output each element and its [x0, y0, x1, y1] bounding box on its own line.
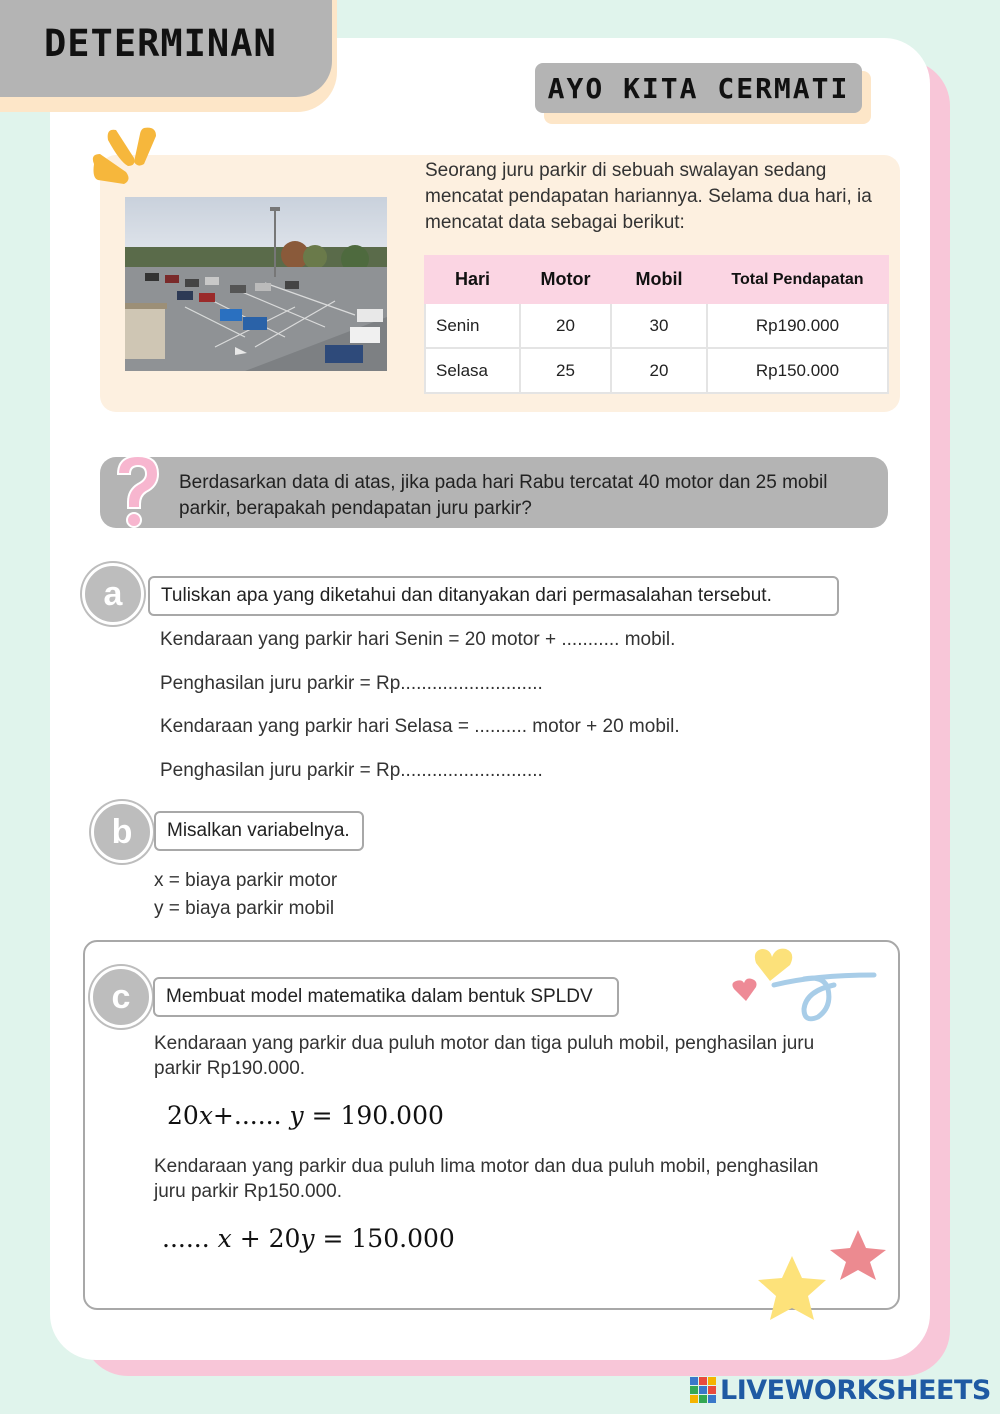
section-a-line-3: Kendaraan yang parkir hari Selasa = .......... motor + 20 mobil. — [160, 716, 680, 737]
intro-paragraph: Seorang juru parkir di sebuah swalayan sedang mencatat pendapatan hariannya. Selama dua hari, ia mencatat data sebagai berikut: — [425, 160, 872, 233]
equation-1-var-x: x — [198, 1101, 213, 1130]
table-row — [425, 348, 888, 393]
equation-1-plus: + — [212, 1101, 234, 1130]
burst-decoration-icon — [86, 120, 168, 192]
table-cell: Rp150.000 — [707, 348, 888, 393]
title-tab — [0, 0, 332, 97]
column-header-total: Total Pendapatan — [707, 256, 888, 303]
equation-2-coef: 20 — [268, 1224, 301, 1253]
question-mark-icon — [112, 452, 164, 532]
equation-2 — [162, 1224, 455, 1253]
equation-1 — [167, 1101, 444, 1130]
section-b-line-2: y = biaya parkir mobil — [154, 898, 335, 919]
column-header-mobil: Mobil — [611, 256, 707, 303]
parking-lot-photo — [125, 197, 387, 371]
equation-1-rhs: 190.000 — [340, 1101, 444, 1130]
table-cell: 30 — [611, 303, 707, 348]
table-cell: 20 — [611, 348, 707, 393]
section-b-label: Misalkan variabelnya. — [154, 811, 364, 851]
section-a-marker: a — [82, 563, 144, 625]
equation-2-equals: = — [322, 1224, 344, 1253]
parking-data-table — [424, 255, 889, 394]
table-cell: 20 — [520, 303, 611, 348]
equation-2-var-x: x — [217, 1224, 232, 1253]
table-row — [425, 303, 888, 348]
hearts-swirl-decoration-icon — [724, 945, 879, 1027]
section-a-line-2: Penghasilan juru parkir = Rp........................... — [160, 673, 543, 694]
section-c-label: Membuat model matematika dalam bentuk SPLDV — [153, 977, 619, 1017]
subtitle-banner: AYO KITA CERMATI — [535, 63, 862, 113]
table-cell: Rp190.000 — [707, 303, 888, 348]
column-header-hari: Hari — [425, 256, 520, 303]
equation-2-rhs: 150.000 — [351, 1224, 455, 1253]
section-c-paragraph-2: Kendaraan yang parkir dua puluh lima motor dan dua puluh mobil, penghasilan juru parkir Rp150.000. — [154, 1156, 819, 1202]
section-b-marker: b — [91, 801, 153, 863]
section-c-marker: c — [90, 966, 152, 1028]
section-a-line-4: Penghasilan juru parkir = Rp........................... — [160, 760, 543, 781]
equation-2-plus: + — [239, 1224, 261, 1253]
section-b-line-1: x = biaya parkir motor — [154, 870, 338, 891]
table-cell: Selasa — [425, 348, 520, 393]
equation-1-var-y: y — [289, 1101, 304, 1130]
equation-1-equals: = — [311, 1101, 333, 1130]
question-text: Berdasarkan data di atas, jika pada hari Rabu tercatat 40 motor dan 25 mobil parkir, berapakah pendapatan juru parkir? — [179, 472, 828, 519]
table-header-row — [425, 256, 888, 303]
equation-1-coef: 20 — [167, 1101, 199, 1130]
column-header-motor: Motor — [520, 256, 611, 303]
section-a-label: Tuliskan apa yang diketahui dan ditanyakan dari permasalahan tersebut. — [148, 576, 839, 616]
footer-logo — [690, 1374, 991, 1406]
page-title: DETERMINAN — [44, 22, 277, 65]
equation-1-blank: ...... — [233, 1101, 282, 1130]
table-cell: Senin — [425, 303, 520, 348]
table-cell: 25 — [520, 348, 611, 393]
footer-brand: LIVEWORKSHEETS — [720, 1374, 991, 1406]
equation-2-blank: ...... — [162, 1224, 210, 1253]
liveworksheets-logo-icon — [690, 1377, 716, 1403]
section-c-paragraph-1: Kendaraan yang parkir dua puluh motor dan tiga puluh mobil, penghasilan juru parkir Rp190.000. — [154, 1033, 815, 1079]
stars-decoration-icon — [740, 1226, 890, 1338]
section-a-line-1: Kendaraan yang parkir hari Senin = 20 motor + ........... mobil. — [160, 629, 676, 650]
equation-2-var-y: y — [300, 1224, 315, 1253]
